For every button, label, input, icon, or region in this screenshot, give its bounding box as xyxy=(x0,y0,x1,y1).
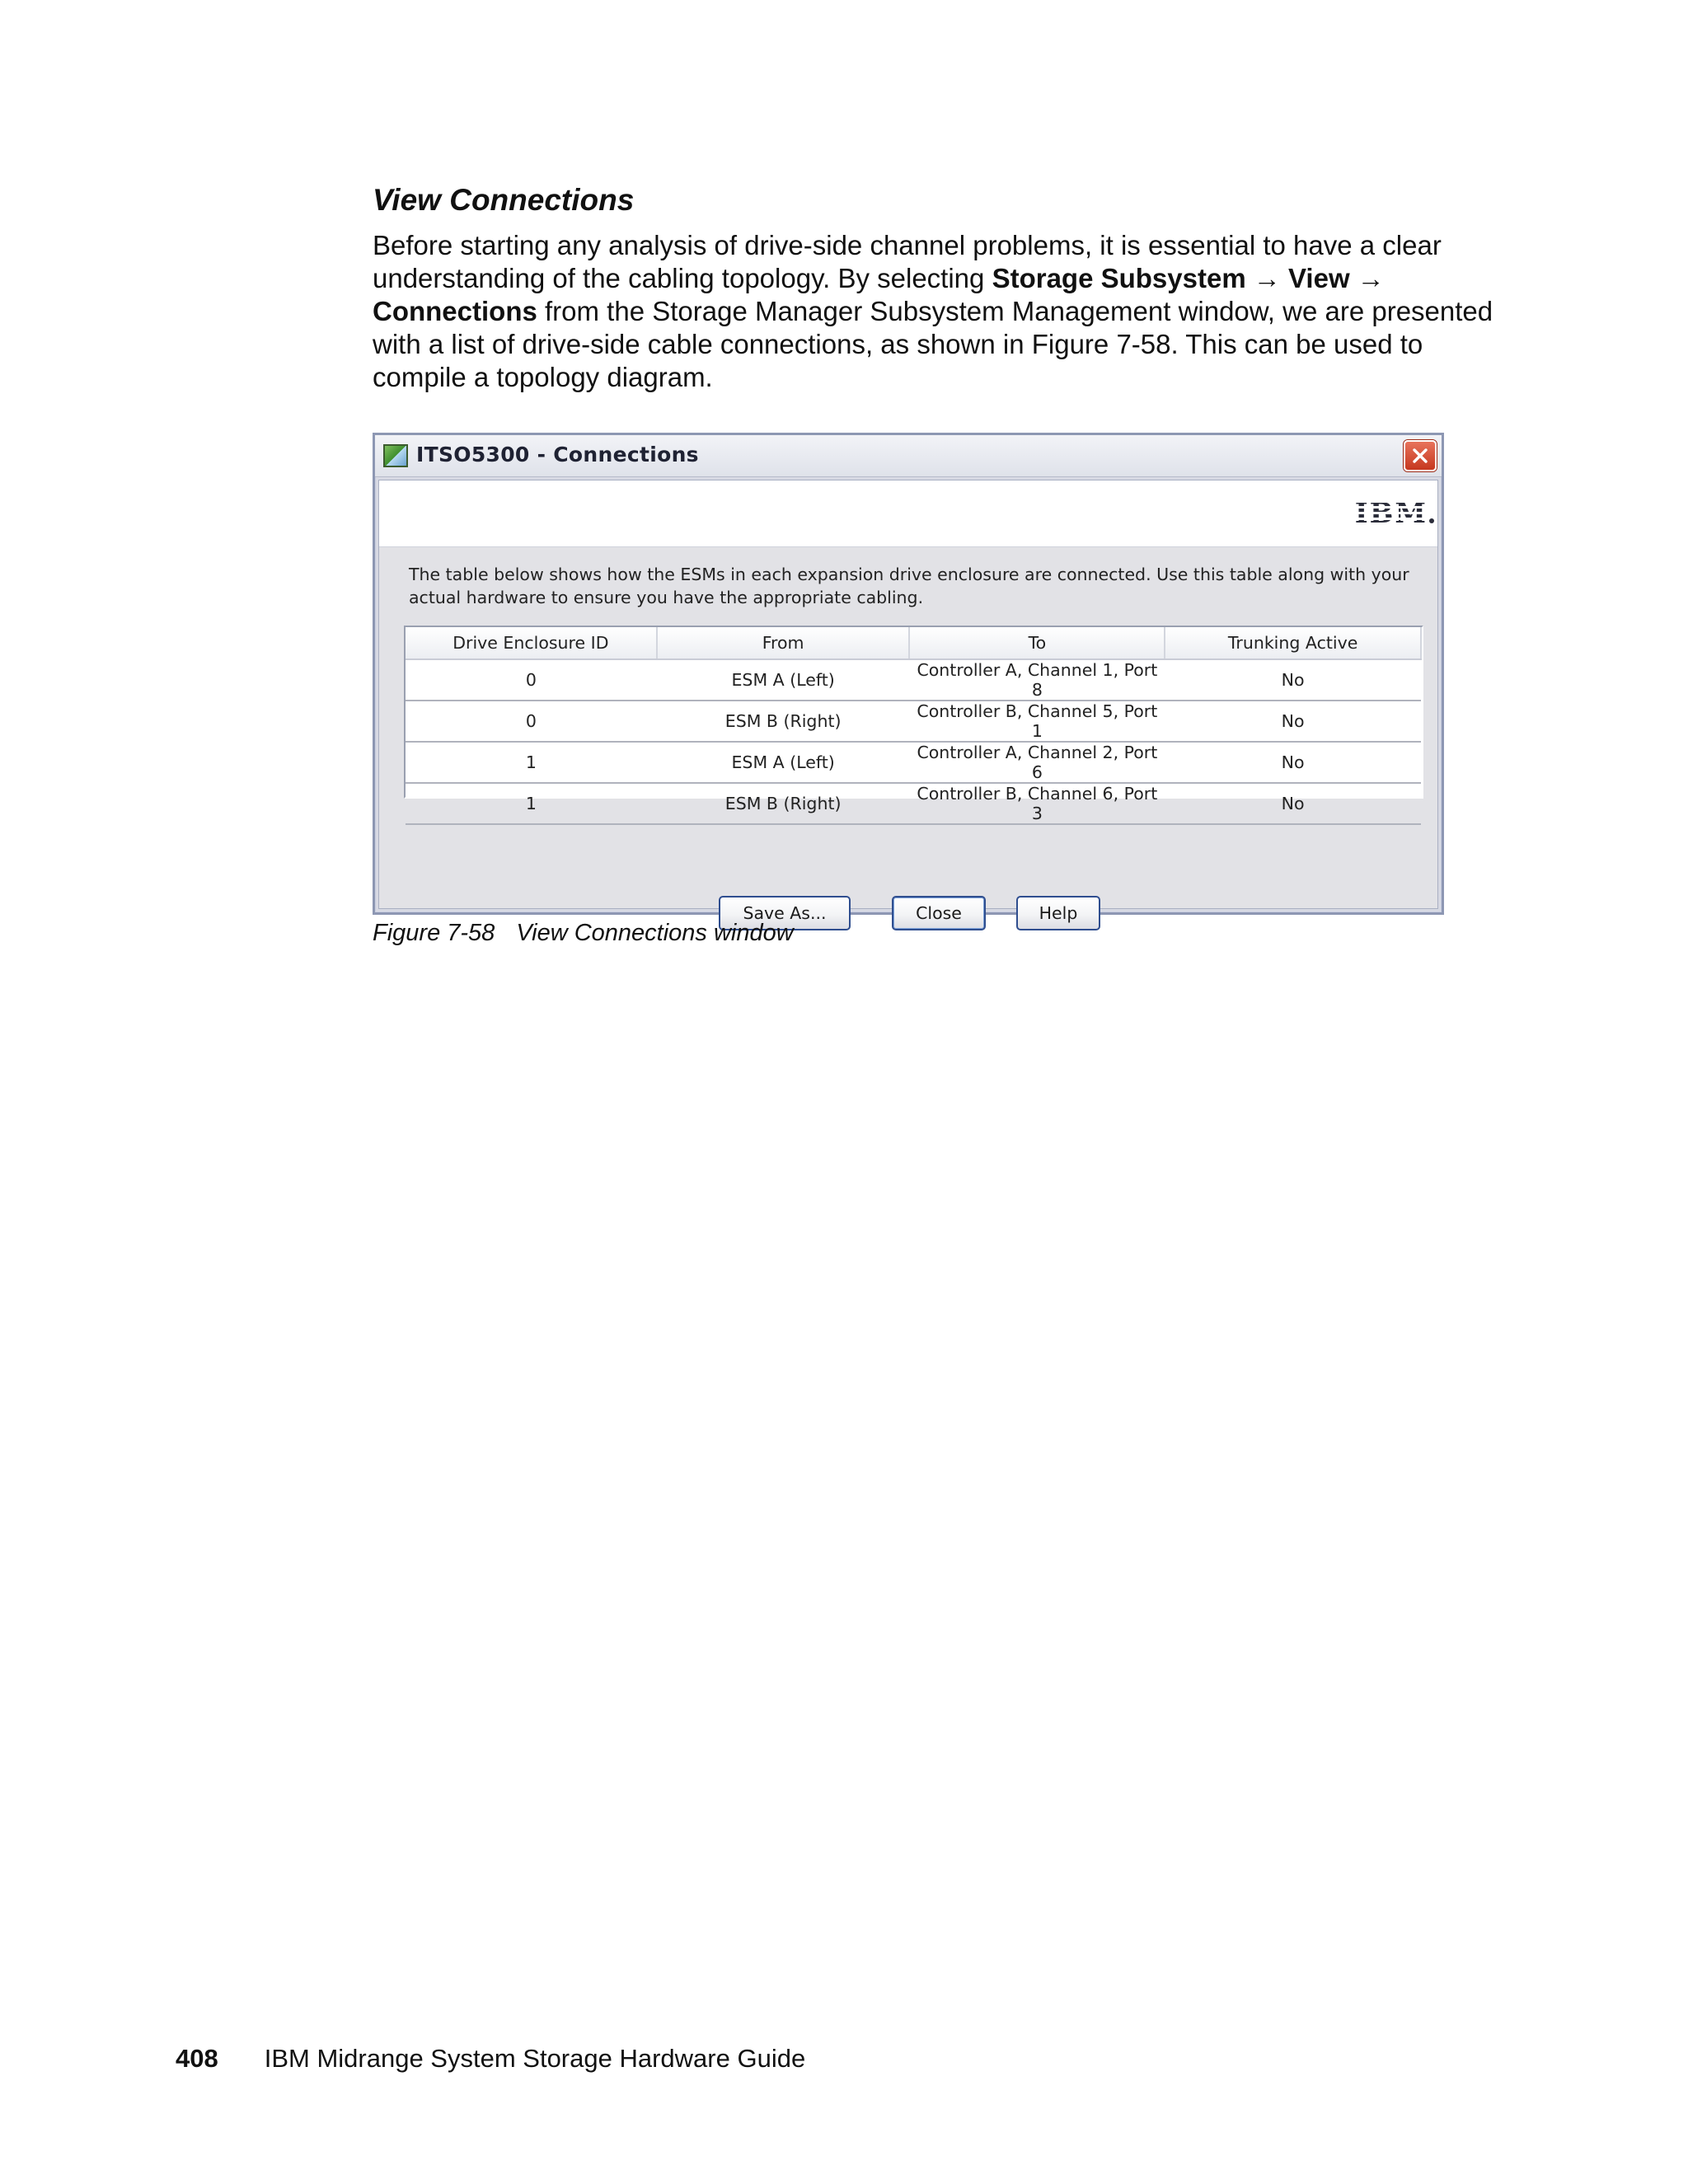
dialog-banner xyxy=(379,480,1437,547)
paragraph-text-1: Before starting any analysis of drive-side channel problems, it is essential to have a clear understanding of the cabling topology. By selecting xyxy=(373,230,1442,293)
cell-trunking-active: No xyxy=(1165,742,1421,783)
column-header-from[interactable]: From xyxy=(657,627,910,659)
connections-table xyxy=(406,627,1422,825)
table-row[interactable] xyxy=(406,783,1421,824)
close-button[interactable]: Close xyxy=(892,896,986,930)
cell-drive-enclosure-id: 1 xyxy=(406,783,657,824)
dialog-titlebar[interactable] xyxy=(375,435,1442,477)
page-footer xyxy=(176,2044,805,2074)
ibm-logo: IBM xyxy=(1354,497,1428,530)
intro-paragraph xyxy=(373,229,1493,394)
menu-path-storage-subsystem: Storage Subsystem xyxy=(992,263,1246,293)
cell-to: Controller B, Channel 6, Port 3 xyxy=(909,783,1165,824)
column-header-trunking-active[interactable]: Trunking Active xyxy=(1165,627,1421,659)
cell-drive-enclosure-id: 0 xyxy=(406,659,657,701)
dialog-title: ITSO5300 - Connections xyxy=(416,443,699,466)
storage-manager-icon xyxy=(383,444,408,467)
cell-to: Controller A, Channel 2, Port 6 xyxy=(909,742,1165,783)
cell-drive-enclosure-id: 0 xyxy=(406,701,657,742)
menu-path-view: View xyxy=(1288,263,1350,293)
column-header-to[interactable]: To xyxy=(909,627,1165,659)
menu-arrow: → xyxy=(1349,263,1385,293)
figure-caption xyxy=(373,920,794,947)
paragraph-text-2: from the Storage Manager Subsystem Management window, we are presented with a list of drive-side cable connections, as shown in Figure 7-58. This can be used to compile a topology diagram. xyxy=(373,296,1493,392)
ibm-logo-mark xyxy=(1429,518,1434,523)
table-row[interactable] xyxy=(406,701,1421,742)
help-button[interactable]: Help xyxy=(1016,896,1100,930)
figure-caption-text: View Connections window xyxy=(516,920,794,946)
figure-number: Figure 7-58 xyxy=(373,920,495,946)
cell-from: ESM A (Left) xyxy=(657,659,910,701)
close-icon xyxy=(1412,448,1428,464)
cell-drive-enclosure-id: 1 xyxy=(406,742,657,783)
table-row[interactable] xyxy=(406,742,1421,783)
close-window-button[interactable] xyxy=(1404,440,1437,471)
section-title: View Connections xyxy=(373,183,635,217)
cell-to: Controller B, Channel 5, Port 1 xyxy=(909,701,1165,742)
cell-trunking-active: No xyxy=(1165,701,1421,742)
menu-arrow: → xyxy=(1245,263,1289,293)
cell-from: ESM B (Right) xyxy=(657,701,910,742)
cell-trunking-active: No xyxy=(1165,659,1421,701)
column-header-drive-enclosure-id[interactable]: Drive Enclosure ID xyxy=(406,627,657,659)
table-header-row xyxy=(406,627,1421,659)
connections-table-container[interactable] xyxy=(404,626,1423,823)
menu-path-connections: Connections xyxy=(373,296,537,326)
cell-to: Controller A, Channel 1, Port 8 xyxy=(909,659,1165,701)
page-number: 408 xyxy=(176,2044,218,2073)
save-as-button[interactable]: Save As... xyxy=(719,896,851,930)
cell-from: ESM A (Left) xyxy=(657,742,910,783)
dialog-content xyxy=(378,480,1438,923)
cell-trunking-active: No xyxy=(1165,783,1421,824)
dialog-description: The table below shows how the ESMs in each expansion drive enclosure are connected. Use this table along with your actual hardware to ensure you have the appropriate cabling. xyxy=(409,565,1409,607)
table-row[interactable] xyxy=(406,659,1421,701)
connections-dialog xyxy=(373,433,1444,923)
cell-from: ESM B (Right) xyxy=(657,783,910,824)
book-title: IBM Midrange System Storage Hardware Guide xyxy=(264,2044,806,2073)
